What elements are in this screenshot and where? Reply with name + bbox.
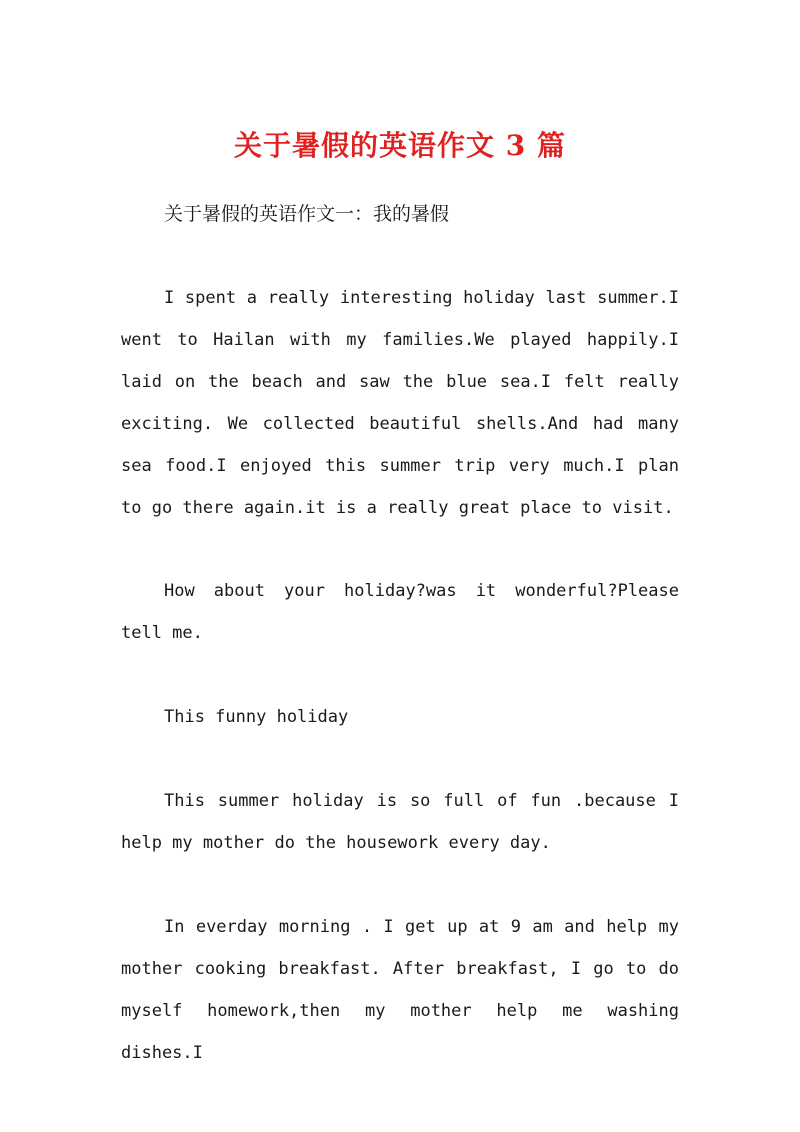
paragraph-2 bbox=[121, 570, 679, 654]
document-subtitle: 关于暑假的英语作文一：我的暑假 bbox=[164, 203, 450, 225]
paragraph-line: exciting. We collected beautiful shells.And had many bbox=[121, 414, 679, 434]
paragraph-line: sea food.I enjoyed this summer trip very much.I plan bbox=[121, 456, 679, 476]
paragraph-line: to go there again.it is a really great place to visit. bbox=[121, 498, 674, 518]
paragraph-line: mother cooking breakfast. After breakfast, I go to do bbox=[121, 959, 679, 979]
paragraph-4 bbox=[121, 780, 679, 864]
paragraph-5 bbox=[121, 906, 679, 1074]
paragraph-1 bbox=[121, 277, 679, 529]
paragraph-line: help my mother do the housework every day. bbox=[121, 833, 551, 853]
paragraph-line: tell me. bbox=[121, 623, 203, 643]
paragraph-3 bbox=[121, 696, 679, 738]
paragraph-line: In everday morning . I get up at 9 am and help my bbox=[164, 917, 679, 937]
paragraph-line: How about your holiday?was it wonderful?Please bbox=[164, 581, 679, 601]
paragraph-line: This summer holiday is so full of fun .because I bbox=[164, 791, 679, 811]
paragraph-line: I spent a really interesting holiday last summer.I bbox=[164, 288, 679, 308]
paragraph-line: myself homework,then my mother help me washing dishes.I bbox=[121, 1001, 679, 1063]
document-title: 关于暑假的英语作文 3 篇 bbox=[234, 129, 566, 162]
paragraph-line: went to Hailan with my families.We played happily.I bbox=[121, 330, 679, 350]
paragraph-line: This funny holiday bbox=[164, 707, 349, 727]
paragraph-line: laid on the beach and saw the blue sea.I felt really bbox=[121, 372, 679, 392]
